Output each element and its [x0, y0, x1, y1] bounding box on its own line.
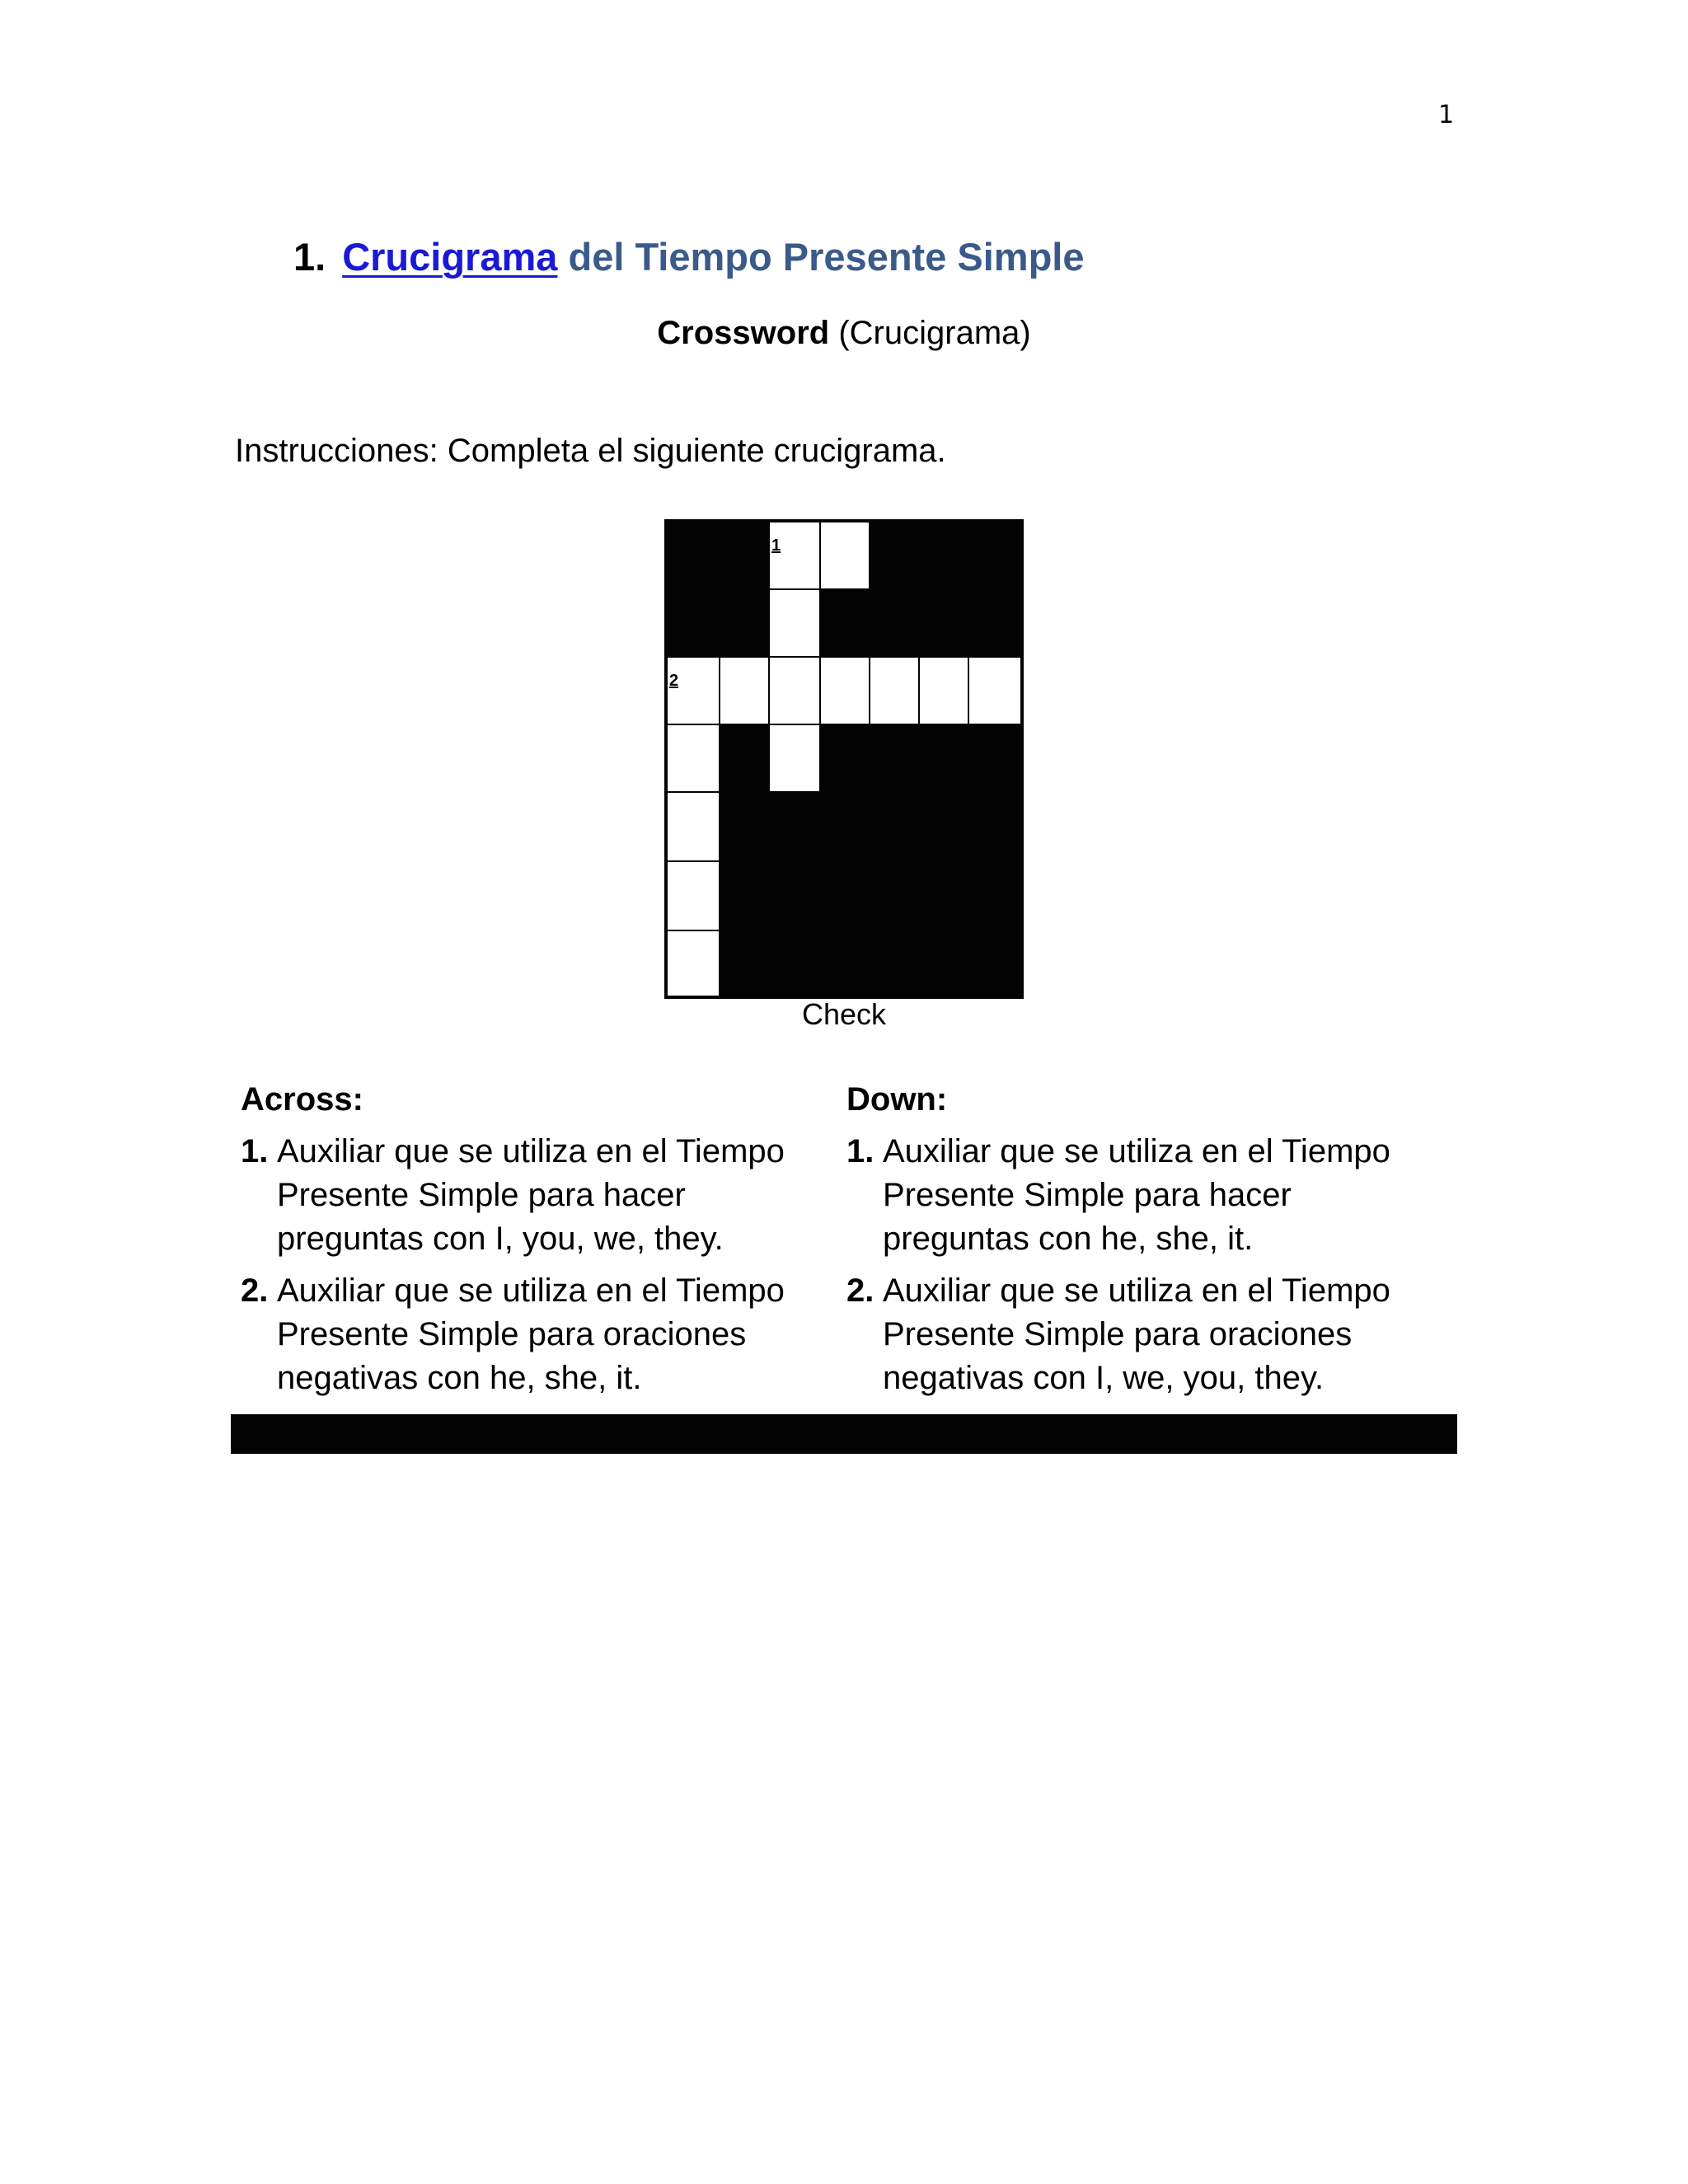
crossword-cell[interactable] — [666, 724, 720, 793]
across-clue — [241, 1130, 818, 1261]
crossword-cell[interactable] — [666, 860, 720, 931]
across-clues — [241, 1078, 818, 1408]
across-clue — [241, 1269, 818, 1400]
crossword-cell[interactable] — [968, 656, 1022, 725]
crossword-cell[interactable] — [666, 791, 720, 862]
down-clue — [846, 1269, 1423, 1400]
black-bar-divider — [231, 1414, 1457, 1454]
clue-num: 1. — [846, 1133, 874, 1169]
down-title: Down: — [846, 1081, 948, 1118]
section-heading — [293, 234, 1085, 279]
crossword-cell[interactable] — [768, 656, 821, 725]
across-title: Across: — [241, 1081, 363, 1118]
instructions: Instrucciones: Completa el siguiente crucigrama. — [235, 433, 946, 469]
crossword-cell[interactable] — [869, 656, 920, 725]
crossword-cell[interactable] — [666, 930, 720, 997]
clue-text: Auxiliar que se utiliza en el Tiempo Presente Simple para hacer preguntas con he, she, it. — [883, 1133, 1390, 1257]
clue-num: 2. — [846, 1272, 874, 1309]
clue-number-1: 1 — [771, 537, 781, 555]
subtitle — [0, 315, 1688, 352]
crossword-cell[interactable] — [666, 656, 720, 725]
heading-number: 1. — [293, 235, 326, 279]
down-clue — [846, 1130, 1423, 1261]
page-number: 1 — [1438, 101, 1455, 129]
crucigrama-link[interactable]: Crucigrama — [342, 235, 558, 279]
crossword-grid — [664, 519, 1024, 999]
crossword-cell[interactable] — [819, 656, 870, 725]
check-button[interactable]: Check — [801, 997, 887, 1031]
clue-num: 1. — [241, 1133, 269, 1169]
clue-text: Auxiliar que se utiliza en el Tiempo Presente Simple para oraciones negativas con I, we, you, they. — [883, 1272, 1390, 1396]
clue-text: Auxiliar que se utiliza en el Tiempo Presente Simple para oraciones negativas con he, she, it. — [277, 1272, 785, 1396]
clue-num: 2. — [241, 1272, 269, 1309]
clue-number-2: 2 — [669, 672, 679, 690]
crossword-cell[interactable] — [918, 656, 969, 725]
heading-title-rest: del Tiempo Presente Simple — [568, 235, 1085, 279]
clue-text: Auxiliar que se utiliza en el Tiempo Presente Simple para hacer preguntas con I, you, we, they. — [277, 1133, 785, 1257]
crossword-cell[interactable] — [819, 521, 870, 590]
crossword-cell[interactable] — [768, 521, 821, 590]
down-clues — [846, 1078, 1423, 1408]
subtitle-bold: Crossword — [657, 315, 830, 351]
subtitle-normal: (Crucigrama) — [838, 315, 1031, 351]
crossword-cell[interactable] — [768, 588, 821, 658]
crossword-cell[interactable] — [719, 656, 770, 725]
crossword-cell[interactable] — [768, 724, 821, 793]
